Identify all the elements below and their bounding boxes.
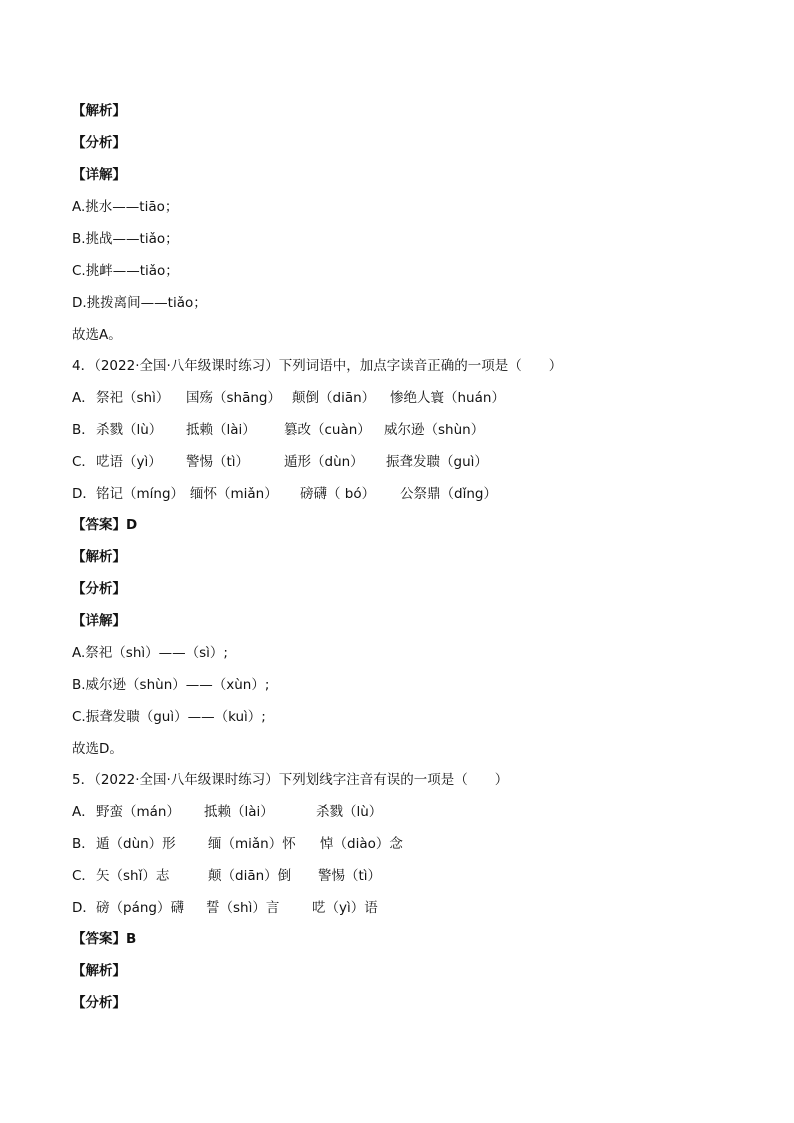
option-item: 抵赖（lài） [186, 422, 256, 438]
option-item: 誓（shì）言 [206, 900, 280, 916]
option-item: 遁（dùn）形 [96, 836, 176, 852]
option-item: 矢（shǐ）志 [96, 868, 170, 884]
detail-label: 【详解】 [72, 613, 126, 629]
option-letter: B． [72, 836, 95, 852]
option-row [72, 803, 722, 821]
detail-line: D.挑拨离间——tiǎo； [72, 295, 207, 311]
option-item: 警惕（tì） [186, 454, 250, 470]
detail-line: B.挑战——tiǎo； [72, 231, 179, 247]
detail-line: C.振聋发聩（guì）——（kuì）; [72, 709, 266, 725]
option-letter: C． [72, 454, 95, 470]
option-item: 缅（miǎn）怀 [208, 836, 296, 852]
option-item: 磅（páng）礴 [96, 900, 184, 916]
option-row [72, 867, 722, 885]
option-item: 祭祀（shì） [96, 390, 170, 406]
detail-line: A.祭祀（shì）——（sì）; [72, 645, 228, 661]
option-row [72, 389, 722, 407]
analysis-sub-label: 【分析】 [72, 581, 126, 597]
option-letter: C． [72, 868, 95, 884]
option-item: 公祭鼎（dǐng） [400, 486, 497, 502]
answer: 【答案】B [72, 931, 137, 947]
analysis-label: 【解析】 [72, 549, 126, 565]
option-item: 杀戮（lù） [96, 422, 163, 438]
detail-label: 【详解】 [72, 167, 126, 183]
option-item: 铭记（míng） [96, 486, 185, 502]
option-row [72, 835, 722, 853]
option-letter: A． [72, 390, 95, 406]
option-item: 惨绝人寰（huán） [390, 390, 505, 406]
conclusion: 故选D。 [72, 741, 123, 757]
question-stem: 4．（2022·全国·八年级课时练习）下列词语中，加点字读音正确的一项是（ ） [72, 358, 563, 374]
analysis-sub-label: 【分析】 [72, 135, 126, 151]
option-item: 振聋发聩（guì） [386, 454, 488, 470]
detail-line: B.威尔逊（shùn）——（xùn）; [72, 677, 270, 693]
option-letter: D． [72, 900, 96, 916]
option-item: 缅怀（miǎn） [190, 486, 278, 502]
option-item: 篡改（cuàn） [284, 422, 371, 438]
option-item: 国殇（shāng） [186, 390, 281, 406]
option-letter: A． [72, 804, 95, 820]
detail-line: C.挑衅——tiǎo； [72, 263, 179, 279]
option-item: 抵赖（lài） [204, 804, 274, 820]
option-item: 野蛮（mán） [96, 804, 180, 820]
option-item: 呓（yì）语 [312, 900, 378, 916]
analysis-label: 【解析】 [72, 963, 126, 979]
option-item: 遁形（dùn） [284, 454, 364, 470]
question-stem: 5．（2022·全国·八年级课时练习）下列划线字注音有误的一项是（ ） [72, 772, 509, 788]
option-letter: B． [72, 422, 95, 438]
option-item: 磅礴（ bó） [300, 486, 376, 502]
option-item: 悼（diào）念 [320, 836, 403, 852]
option-item: 颠（diān）倒 [208, 868, 292, 884]
option-item: 颠倒（diān） [292, 390, 376, 406]
detail-line: A.挑水——tiāo； [72, 199, 179, 215]
option-row [72, 485, 722, 503]
conclusion: 故选A。 [72, 327, 122, 343]
option-row [72, 421, 722, 439]
option-letter: D． [72, 486, 96, 502]
option-item: 威尔逊（shùn） [384, 422, 485, 438]
option-row [72, 899, 722, 917]
option-item: 杀戮（lù） [316, 804, 383, 820]
option-item: 警惕（tì） [318, 868, 382, 884]
analysis-label: 【解析】 [72, 103, 126, 119]
option-item: 呓语（yì） [96, 454, 162, 470]
analysis-sub-label: 【分析】 [72, 995, 126, 1011]
option-row [72, 453, 722, 471]
answer: 【答案】D [72, 517, 138, 533]
